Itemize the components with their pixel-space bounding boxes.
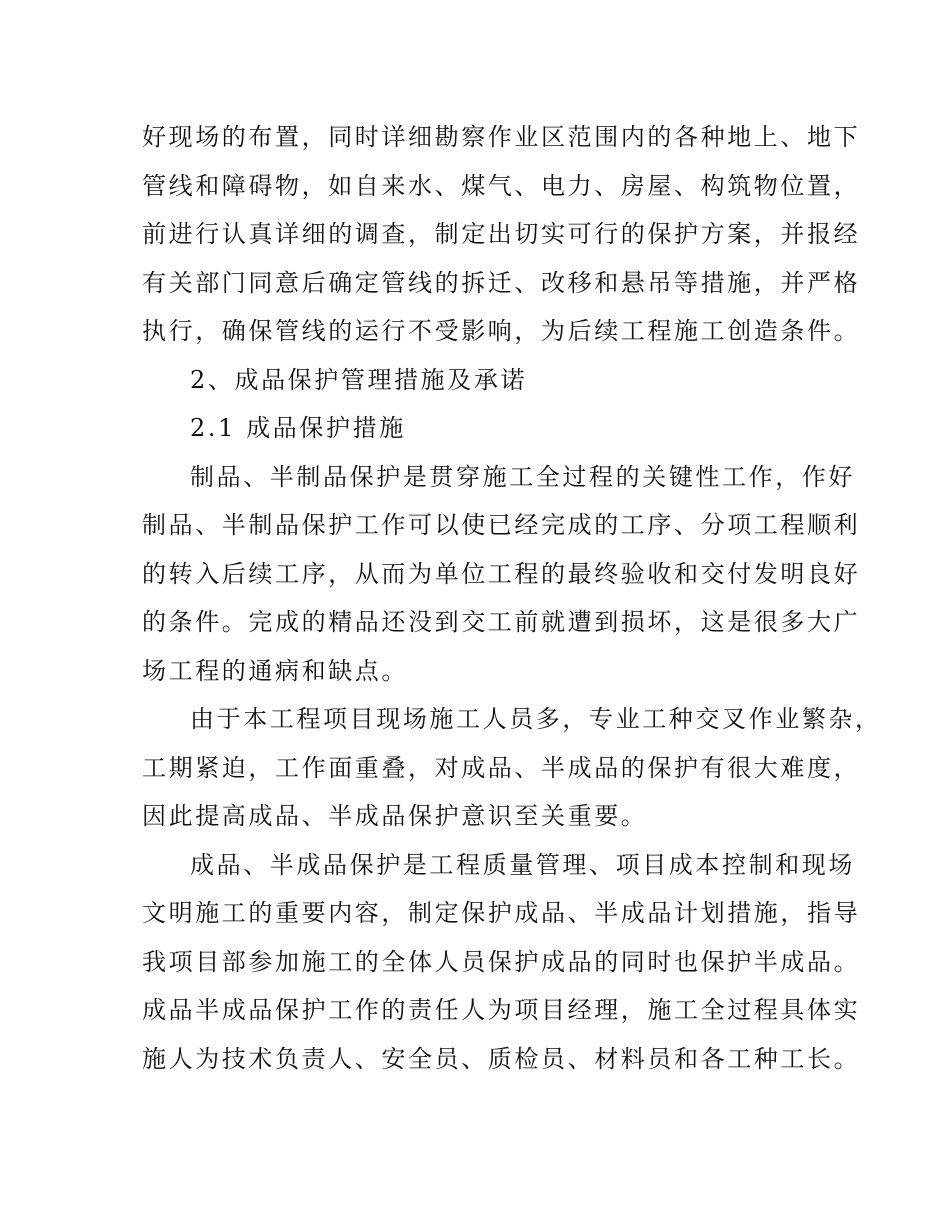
paragraph-line: 成品、半成品保护是工程质量管理、项目成本控制和现场 (190, 850, 855, 879)
paragraph-line: 执行，确保管线的运行不受影响，为后续工程施工创造条件。 (142, 317, 861, 345)
paragraph-line: 工期紧迫，工作面重叠，对成品、半成品的保护有很大难度， (142, 753, 861, 782)
paragraph-line: 制品、半制品保护是贯穿施工全过程的关键性工作，作好 (190, 462, 855, 491)
paragraph-line: 施人为技术负责人、安全员、质检员、材料员和各工种工长。 (142, 1044, 861, 1073)
paragraph-line: 前进行认真详细的调查，制定出切实可行的保护方案，并报经 (142, 220, 861, 248)
paragraph-line: 的转入后续工序，从而为单位工程的最终验收和交付发明良好 (142, 559, 861, 588)
paragraph-line: 场工程的通病和缺点。 (142, 656, 408, 685)
paragraph-line: 我项目部参加施工的全体人员保护成品的同时也保护半成品。 (142, 947, 861, 976)
subsection-heading: 2.1 成品保护措施 (190, 414, 406, 442)
paragraph-line: 成品半成品保护工作的责任人为项目经理，施工全过程具体实 (142, 996, 861, 1024)
paragraph-line: 制品、半制品保护工作可以使已经完成的工序、分项工程顺利 (142, 511, 861, 539)
paragraph-line: 因此提高成品、半成品保护意识至关重要。 (142, 802, 648, 830)
paragraph-line: 好现场的布置，同时详细勘察作业区范围内的各种地上、地下 (142, 123, 861, 151)
document-body (142, 113, 882, 1083)
paragraph-line: 由于本工程项目现场施工人员多，专业工种交叉作业繁杂， (190, 705, 882, 733)
paragraph-line: 的条件。完成的精品还没到交工前就遭到损坏，这是很多大广 (142, 608, 861, 636)
paragraph-line: 有关部门同意后确定管线的拆迁、改移和悬吊等措施，并严格 (142, 268, 861, 297)
paragraph-line: 管线和障碍物，如自来水、煤气、电力、房屋、构筑物位置， (142, 171, 861, 200)
section-heading: 2、成品保护管理措施及承诺 (190, 365, 528, 394)
paragraph-line: 文明施工的重要内容，制定保护成品、半成品计划措施，指导 (142, 899, 861, 927)
